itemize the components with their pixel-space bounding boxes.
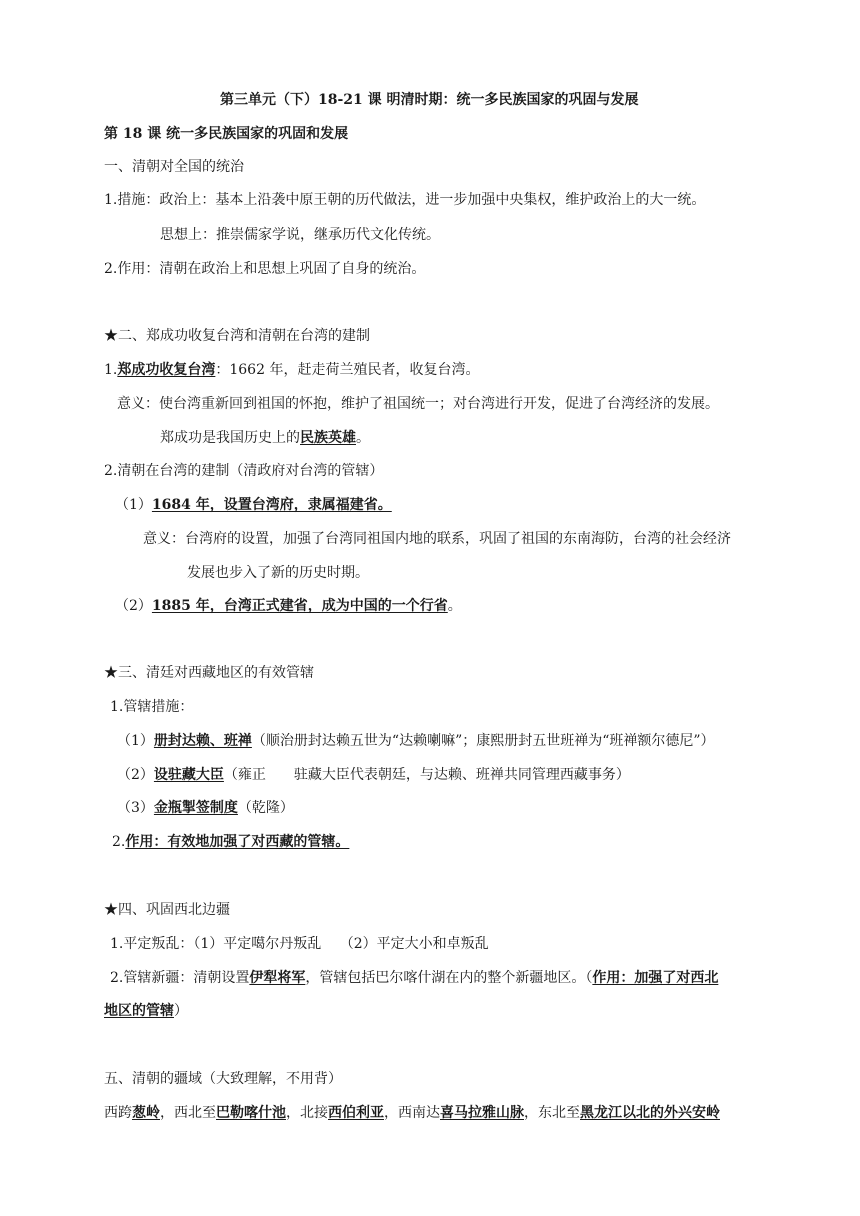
key-term: 册封达赖、班禅 bbox=[153, 733, 252, 749]
key-term: 1885 年，台湾正式建省，成为中国的一个行省 bbox=[151, 598, 448, 614]
text-segment: ，西北至 bbox=[160, 1105, 216, 1121]
item-number: （2） bbox=[115, 598, 152, 614]
key-term: 西伯利亚 bbox=[328, 1105, 384, 1121]
taiwan-meaning-line-2: 发展也步入了新的历史时期。 bbox=[187, 565, 369, 581]
taiwan-meaning-line-1: 意义：台湾府的设置，加强了台湾同祖国内地的联系，巩固了祖国的东南海防，台湾的社会经济 bbox=[143, 531, 731, 547]
measures-politics: 政治上：基本上沿袭中原王朝的历代做法，进一步加强中央集权，维护政治上的大一统。 bbox=[159, 192, 706, 208]
xinjiang-admin-continued bbox=[104, 1001, 188, 1021]
key-term: 巴勒喀什池 bbox=[216, 1105, 286, 1121]
lesson-title: 第 18 课 统一多民族国家的巩固和发展 bbox=[104, 126, 349, 142]
xinjiang-admin-line bbox=[110, 968, 718, 988]
text-segment: ，东北至 bbox=[524, 1105, 580, 1121]
document-title: 第三单元（下）18-21 课 明清时期：统一多民族国家的巩固与发展 bbox=[220, 92, 639, 108]
section-3-heading: ★三、清廷对西藏地区的有效管辖 bbox=[104, 665, 314, 681]
item-number: （2） bbox=[117, 767, 154, 783]
hero-prefix: 郑成功是我国历史上的 bbox=[160, 430, 300, 446]
item-number: （1） bbox=[115, 497, 152, 513]
text-segment: ，北接 bbox=[286, 1105, 328, 1121]
section-2-heading: ★二、郑成功收复台湾和清朝在台湾的建制 bbox=[104, 328, 370, 344]
item-number: （1） bbox=[117, 733, 154, 749]
section-4-heading: ★四、巩固西北边疆 bbox=[104, 902, 230, 918]
punctuation: ） bbox=[174, 1003, 188, 1019]
territory-line bbox=[104, 1103, 720, 1123]
section-1-heading: 一、清朝对全国的统治 bbox=[104, 159, 244, 175]
key-term: 设驻藏大臣 bbox=[153, 767, 224, 783]
punctuation: 。 bbox=[447, 598, 462, 614]
key-term: 黑龙江以北的外兴安岭 bbox=[580, 1105, 720, 1121]
zheng-recovery-line bbox=[104, 360, 479, 380]
tibet-measure-3 bbox=[117, 798, 294, 818]
key-term: 葱岭 bbox=[132, 1105, 160, 1121]
measures-label: 1.措施： bbox=[104, 192, 160, 208]
measures-politics-line bbox=[104, 190, 705, 210]
national-hero-line bbox=[160, 428, 370, 448]
taiwan-prefecture-line bbox=[115, 495, 392, 515]
tibet-effect bbox=[112, 832, 349, 852]
text-segment: 2.管辖新疆：清朝设置 bbox=[110, 970, 250, 986]
key-term: 喜马拉雅山脉 bbox=[440, 1105, 524, 1121]
section-5-heading: 五、清朝的疆域（大致理解，不用背） bbox=[104, 1071, 342, 1087]
text-segment: ，西南达 bbox=[384, 1105, 440, 1121]
section-1-effect: 2.作用：清朝在政治上和思想上巩固了自身的统治。 bbox=[104, 261, 426, 277]
key-term: 作用：加强了对西北 bbox=[592, 970, 719, 986]
item-number: （3） bbox=[117, 800, 154, 816]
taiwan-admin-heading: 2.清朝在台湾的建制（清政府对台湾的管辖） bbox=[104, 463, 384, 479]
zheng-recovery-detail: ：1662 年，赶走荷兰殖民者，收复台湾。 bbox=[215, 362, 480, 378]
suppress-rebellions: 1.平定叛乱：（1）平定噶尔丹叛乱 （2）平定大小和卓叛乱 bbox=[110, 936, 489, 952]
key-term: 民族英雄 bbox=[300, 430, 356, 446]
zheng-meaning: 意义：使台湾重新回到祖国的怀抱，维护了祖国统一；对台湾进行开发，促进了台湾经济的发展。 bbox=[117, 396, 719, 412]
key-term: 金瓶掣签制度 bbox=[153, 800, 238, 816]
tibet-measures-heading: 1.管辖措施： bbox=[110, 699, 194, 715]
key-term: 1684 年，设置台湾府，隶属福建省。 bbox=[151, 497, 392, 513]
key-term: 作用：有效地加强了对西藏的管辖。 bbox=[125, 834, 350, 850]
text-segment: ，管辖包括巴尔喀什湖在内的整个新疆地区。（ bbox=[305, 970, 593, 986]
key-term: 郑成功收复台湾 bbox=[117, 362, 216, 378]
tibet-measure-1 bbox=[117, 731, 715, 751]
text-segment: 西跨 bbox=[104, 1105, 132, 1121]
measures-thought: 思想上：推崇儒家学说，继承历代文化传统。 bbox=[160, 227, 440, 243]
key-term: 地区的管辖 bbox=[104, 1003, 174, 1019]
measure-detail: （雍正 驻藏大臣代表朝廷，与达赖、班禅共同管理西藏事务） bbox=[223, 767, 630, 783]
item-number: 2. bbox=[112, 834, 126, 850]
hero-suffix: 。 bbox=[356, 430, 370, 446]
measure-detail: （顺治册封达赖五世为“达赖喇嘛”；康熙册封五世班禅为“班禅额尔德尼”） bbox=[251, 733, 715, 749]
tibet-measure-2 bbox=[117, 765, 630, 785]
item-number: 1. bbox=[104, 362, 118, 378]
taiwan-province-line bbox=[115, 596, 462, 616]
measure-detail: （乾隆） bbox=[237, 800, 294, 816]
key-term: 伊犁将军 bbox=[249, 970, 306, 986]
